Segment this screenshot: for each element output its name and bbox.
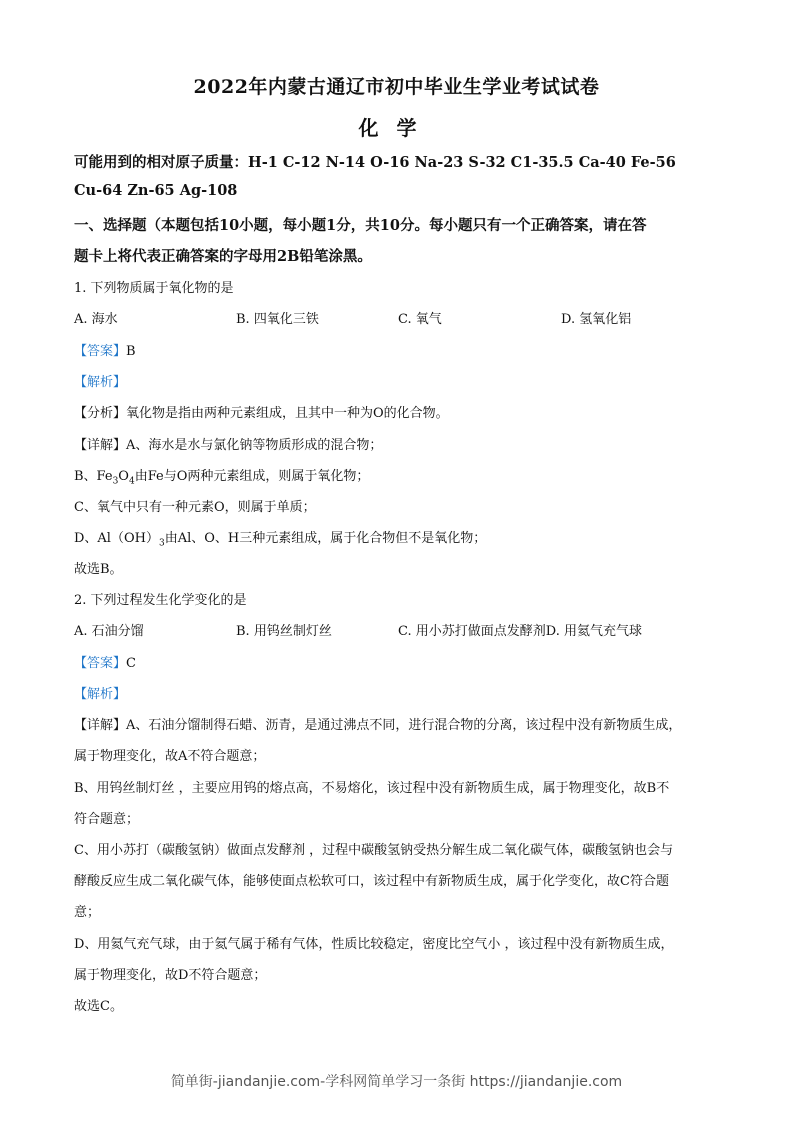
q2-stem: 2. 下列过程发生化学变化的是: [74, 593, 247, 608]
q2-detail-d-line-2: 属于物理变化，故D不符合题意；: [74, 968, 267, 983]
q2-conclusion: 故选C。: [74, 999, 123, 1014]
q1-answer: [74, 340, 724, 359]
q1-option-c: C. 氧气: [398, 312, 442, 327]
q1-answer-value: B: [126, 344, 136, 359]
q1-detail-b-mid: O: [118, 469, 129, 484]
q2-analysis-tag: 【解析】: [74, 687, 127, 702]
q2-detail-d-line-1: D、用氦气充气球，由于氦气属于稀有气体，性质比较稳定，密度比空气小 ，该过程中没有新物质生成，: [74, 937, 674, 952]
q1-detail-b-pre: B、Fe: [74, 469, 113, 484]
q1-detail-d: [74, 527, 724, 549]
subject-title: 化学: [358, 116, 435, 140]
q1-detail-a: 【详解】A、海水是水与氯化钠等物质形成的混合物；: [74, 438, 383, 453]
q1-detail-d-pre: D、Al（OH）: [74, 531, 159, 546]
q2-detail-b-line-1: B、用钨丝制灯丝 ，主要应用钨的熔点高，不易熔化，该过程中没有新物质生成，属于物理变化，故B不: [74, 781, 670, 796]
q2-detail-b-line-2: 符合题意；: [74, 812, 140, 827]
q1-detail-d-sub: 3: [158, 538, 165, 549]
q1-detail-d-post: 由Al、O、H三种元素组成，属于化合物但不是氧化物；: [164, 531, 487, 546]
q1-conclusion: 故选B。: [74, 562, 123, 577]
q1-detail-b: [74, 465, 724, 487]
page-title: 2022年内蒙古通辽市初中毕业生学业考试试卷: [193, 76, 600, 98]
q1-analysis-tag: 【解析】: [74, 375, 127, 390]
section-heading-line-2: 题卡上将代表正确答案的字母用2B铅笔涂黑。: [74, 248, 372, 265]
q1-detail-b-sub2: 4: [128, 476, 135, 487]
q2-detail-a-line-1: 【详解】A、石油分馏制得石蜡、沥青，是通过沸点不同，进行混合物的分离，该过程中没有新物质生成，: [74, 718, 682, 733]
q2-detail-c-line-2: 酵酸反应生成二氧化碳气体，能够使面点松软可口，该过程中有新物质生成，属于化学变化，故C符合题: [74, 874, 669, 889]
q1-option-d: D. 氢氧化铝: [561, 312, 632, 327]
footer-watermark: 简单街-jiandanjie.com-学科网简单学习一条街 https://jiandanjie.com: [170, 1074, 623, 1090]
q1-detail-b-sub1: 3: [112, 476, 119, 487]
answer-tag: 【答案】: [74, 344, 127, 359]
q2-answer-value: C: [126, 656, 136, 671]
q1-detail-c: C、氧气中只有一种元素O，则属于单质；: [74, 500, 316, 515]
q2-option-a: A. 石油分馏: [74, 624, 144, 639]
q1-stem: 1. 下列物质属于氧化物的是: [74, 281, 234, 296]
q2-detail-a-line-2: 属于物理变化，故A不符合题意；: [74, 749, 266, 764]
q1-option-b: B. 四氧化三铁: [236, 312, 319, 327]
atomic-mass-line-2: Cu-64 Zn-65 Ag-108: [74, 182, 238, 199]
section-heading-line-1: 一、选择题（本题包括10小题，每小题1分，共10分。每小题只有一个正确答案，请在答: [74, 217, 647, 234]
q2-detail-c-line-1: C、用小苏打（碳酸氢钠）做面点发酵剂 ，过程中碳酸氢钠受热分解生成二氧化碳气体，碳酸氢钠也会与: [74, 843, 674, 858]
q2-option-c-d: C. 用小苏打做面点发酵剂D. 用氦气充气球: [398, 624, 642, 639]
q2-answer: [74, 652, 724, 671]
q2-detail-c-line-3: 意；: [74, 905, 101, 920]
atomic-mass-line-1: 可能用到的相对原子质量：H-1 C-12 N-14 O-16 Na-23 S-32 C1-35.5 Ca-40 Fe-56: [74, 154, 676, 171]
q2-option-b: B. 用钨丝制灯丝: [236, 624, 332, 639]
q1-detail-b-post: 由Fe与O两种元素组成，则属于氧化物；: [134, 469, 370, 484]
q1-fenxi: 【分析】氧化物是指由两种元素组成，且其中一种为O的化合物。: [74, 406, 449, 421]
q1-option-a: A. 海水: [74, 312, 118, 327]
answer-tag: 【答案】: [74, 656, 127, 671]
